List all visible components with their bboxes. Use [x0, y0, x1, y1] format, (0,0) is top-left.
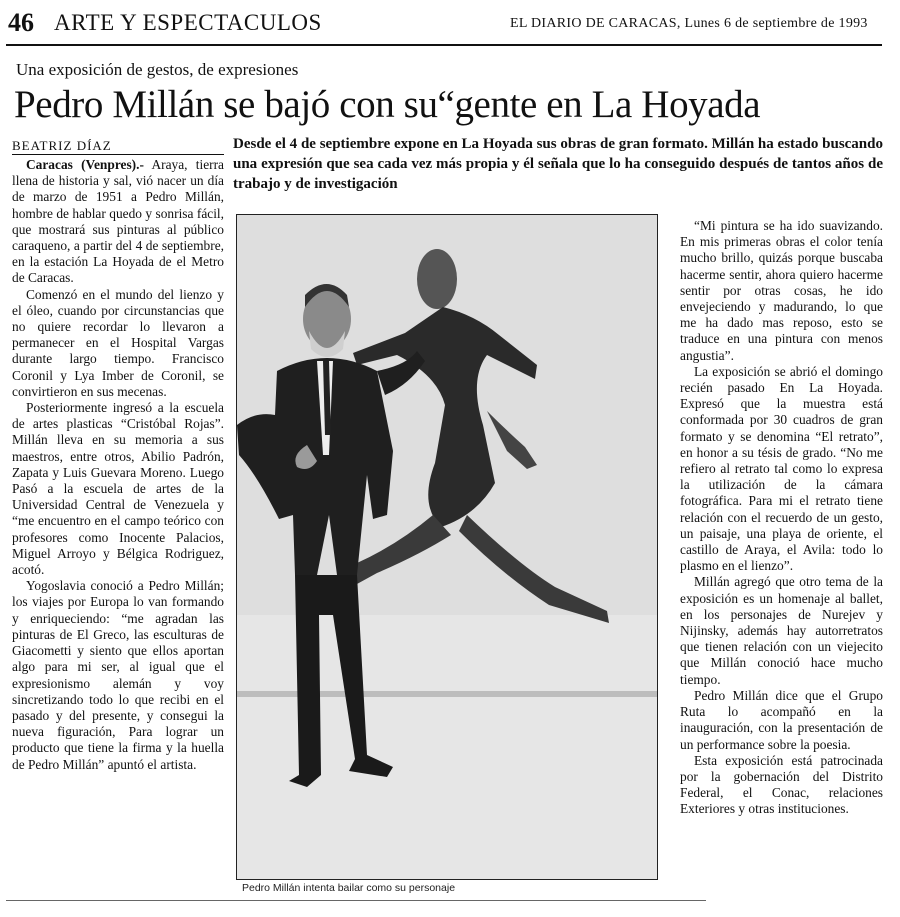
paragraph: Pedro Millán dice que el Grupo Ruta lo acompañó en la inauguración, con la presentación de un performance sobre la poesia. [680, 687, 883, 752]
article-kicker: Una exposición de gestos, de expresiones [16, 60, 299, 79]
paragraph: Comenzó en el mundo del lienzo y el óleo, cuando por circunstancias que no quiere recordar lo llevaron a permanecer en el Hospital Vargas durante largo tiempo. Francisco Coronil y Lya Imber de Coronil, se convirtieron en sus mecenas. [12, 286, 224, 399]
header-rule [6, 44, 882, 46]
paragraph [12, 157, 224, 287]
paragraph: Yogoslavia conoció a Pedro Millán; los viajes por Europa lo van formando y enriqueciendo: “me agradan las pinturas de El Greco, las esculturas de Giacometti y siento que ellos aportan algo para mi ser, al igual que el expresionismo alemán y voy sincretizando todo lo que recibi en el pasado y del presente, y consegui la nueva figuración, Para lograr un producto que tiene la firma y la huella de Pedro Millán” apuntó el artista. [12, 578, 224, 772]
paragraph: “Mi pintura se ha ido suavizando. En mis primeras obras el color tenía mucho brillo, quizás porque buscaba hacerme sentir, ahora quiero hacerme sentir por otras cosas, he ido envejeciendo y madurando, lo que me ha dado mas reposo, esto se traduce en una pintura con menos angustia”. [680, 218, 883, 363]
photo-illustration [237, 215, 657, 879]
paragraph: Esta exposición está patrocinada por la gobernación del Distrito Federal, el Conac, relaciones Exteriores y otras instituciones. [680, 752, 883, 817]
section-title: ARTE Y ESPECTACULOS [54, 10, 322, 35]
right-column [680, 218, 883, 818]
masthead-dateline: EL DIARIO DE CARACAS, Lunes 6 de septiembre de 1993 [510, 16, 868, 31]
dateline: Caracas (Venpres).- [26, 157, 144, 172]
photo-caption: Pedro Millán intenta bailar como su personaje [242, 882, 456, 894]
paragraph-text: Araya, tierra llena de historia y sal, vió nacer un día de marzo de 1951 a Pedro Millán, hombre de hablar quedo y sonrisa fácil, que mostrará sus pinturas al público caraqueno, a partir del 4 de septiembre, en la estación La Hoyada de el Metro de Caracas. [12, 157, 224, 286]
article-subhead: Desde el 4 de septiembre expone en La Hoyada sus obras de gran formato. Millán ha estado buscando una expresión que sea cada vez más propia y él señala que lo ha conseguido después de tantos años de trabajo y de investigación [233, 136, 883, 192]
byline-rule [12, 154, 224, 155]
article-headline: Pedro Millán se bajó con su“gente en La Hoyada [14, 83, 761, 126]
paragraph: Millán agregó que otro tema de la exposición es un homenaje al ballet, en los personajes de Nurejev y Nijinsky, además hay autorretratos que tienen relación con un viejecito que Millán conoció hace mucho tiempo. [680, 574, 883, 687]
left-column [12, 157, 224, 773]
page-number: 46 [8, 8, 34, 37]
byline: BEATRIZ DÍAZ [12, 138, 112, 153]
paragraph: Posteriormente ingresó a la escuela de artes plasticas “Cristóbal Rojas”. Millán lleva en su memoria a sus maestros, entre otros, Abilio Padrón, Zapata y Luis Guevara Moreno. Luego Pasó a la escuela de artes de la Universidad Central de Venezuela y “me encuentro en el campo teórico con profesores como Inocente Palacios, Miguel Arroyo y Bélgica Rodriguez, acotó. [12, 400, 224, 578]
bottom-rule [6, 900, 706, 901]
paragraph: La exposición se abrió el domingo recién pasado En La Hoyada. Expresó que la muestra está conformada por 30 cuadros de gran formato y se denomina “El retrato”, en honor a su tésis de grado. “No me refiero al retrato tal como lo expresa la utilización de la cámara fotográfica. Para mi el retrato tiene relación con el recuerdo de un gesto, un paisaje, una playa de oriente, el castillo de Araya, el Avila: todo lo plasmo en el lienzo”. [680, 363, 883, 574]
article-photo [236, 214, 658, 880]
